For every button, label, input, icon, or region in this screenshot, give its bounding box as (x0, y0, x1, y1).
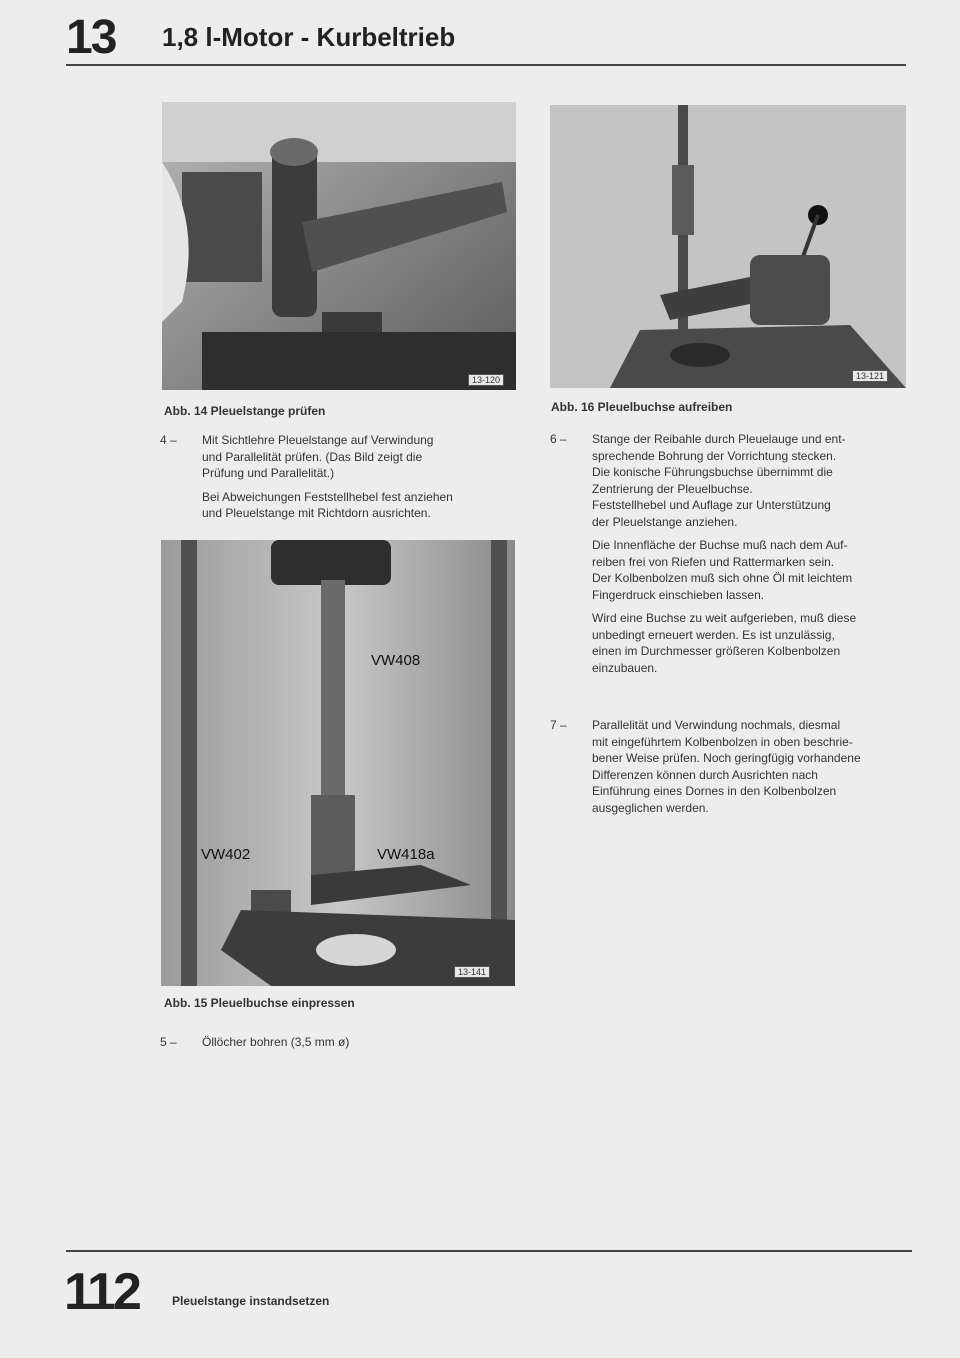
step-7-text (592, 717, 861, 816)
step-7-line-6: ausgeglichen werden. (592, 800, 709, 815)
figure-16-code: 13-121 (852, 370, 888, 382)
step-6-line-14: einzubauen. (592, 660, 658, 675)
step-6-line-3: Die konische Führungsbuchse übernimmt die (592, 465, 833, 479)
figure-15-photo (161, 540, 515, 986)
figure-14-caption: Abb. 14 Pleuelstange prüfen (164, 404, 326, 418)
step-4 (160, 432, 520, 532)
page-number: 112 (64, 1263, 139, 1321)
step-6-line-13: einen im Durchmesser größeren Kolbenbolzen (592, 644, 841, 658)
tool-label-vw408: VW408 (371, 652, 421, 669)
figure-16-photo (550, 105, 906, 388)
figure-15-code: 13-141 (454, 966, 490, 978)
step-4-line-1: Mit Sichtlehre Pleuelstange auf Verwindung (202, 433, 434, 447)
step-6-text (592, 431, 856, 683)
figure-16-caption: Abb. 16 Pleuelbuchse aufreiben (551, 400, 733, 414)
step-7 (550, 717, 920, 827)
step-6-line-9: Der Kolbenbolzen muß sich ohne Öl mit leichtem (592, 571, 853, 585)
step-6-line-1: Stange der Reibahle durch Pleuelauge und ent- (592, 432, 846, 446)
step-6-line-11: Wird eine Buchse zu weit aufgerieben, muß diese (592, 611, 857, 625)
step-6-line-8: reiben frei von Riefen und Rattermarken sein. (592, 554, 835, 569)
step-6-line-2: sprechende Bohrung der Vorrichtung stecken. (592, 448, 837, 463)
chapter-number: 13 (66, 11, 116, 64)
step-7-number: 7 – (550, 718, 567, 732)
figure-14-photo (162, 102, 516, 390)
tool-label-vw402: VW402 (201, 846, 251, 863)
step-4-line-2: und Parallelität prüfen. (Das Bild zeigt die (202, 449, 423, 464)
step-4-text (202, 432, 453, 529)
step-7-line-3: bener Weise prüfen. Noch geringfügig vorhandene (592, 751, 861, 765)
step-7-line-1: Parallelität und Verwindung nochmals, diesmal (592, 718, 841, 732)
step-7-line-2: mit eingeführtem Kolbenbolzen in oben beschrie- (592, 734, 853, 749)
step-5-number: 5 – (160, 1035, 177, 1049)
step-6-line-5: Feststellhebel und Auflage zur Unterstützung (592, 498, 831, 512)
step-4-number: 4 – (160, 433, 177, 447)
step-7-line-5: Einführung eines Dornes in den Kolbenbolzen (592, 784, 837, 798)
step-6-line-6: der Pleuelstange anziehen. (592, 514, 738, 529)
step-5-text: Öllöcher bohren (3,5 mm ø) (202, 1035, 350, 1049)
step-6-line-4: Zentrierung der Pleuelbuchse. (592, 481, 753, 496)
step-4-line-3: Prüfung und Parallelität.) (202, 466, 335, 480)
footer-section-title: Pleuelstange instandsetzen (172, 1294, 330, 1308)
step-6-line-12: unbedingt erneuert werden. Es ist unzulässig, (592, 627, 835, 642)
step-6 (550, 431, 920, 701)
step-6-number: 6 – (550, 432, 567, 446)
tool-label-vw418a: VW418a (377, 846, 435, 863)
step-7-line-4: Differenzen können durch Ausrichten nach (592, 767, 818, 782)
figure-15-caption: Abb. 15 Pleuelbuchse einpressen (164, 996, 355, 1010)
header-rule (66, 64, 906, 66)
chapter-title: 1,8 l-Motor - Kurbeltrieb (162, 22, 456, 52)
step-6-line-7: Die Innenfläche der Buchse muß nach dem Auf- (592, 538, 848, 552)
step-5 (160, 1034, 520, 1054)
step-6-line-10: Fingerdruck einschieben lassen. (592, 587, 765, 602)
footer-rule (66, 1250, 912, 1252)
step-4-line-5: und Pleuelstange mit Richtdorn ausrichten. (202, 506, 431, 520)
step-4-line-4: Bei Abweichungen Feststellhebel fest anziehen (202, 489, 453, 504)
figure-14-code: 13-120 (468, 374, 504, 386)
